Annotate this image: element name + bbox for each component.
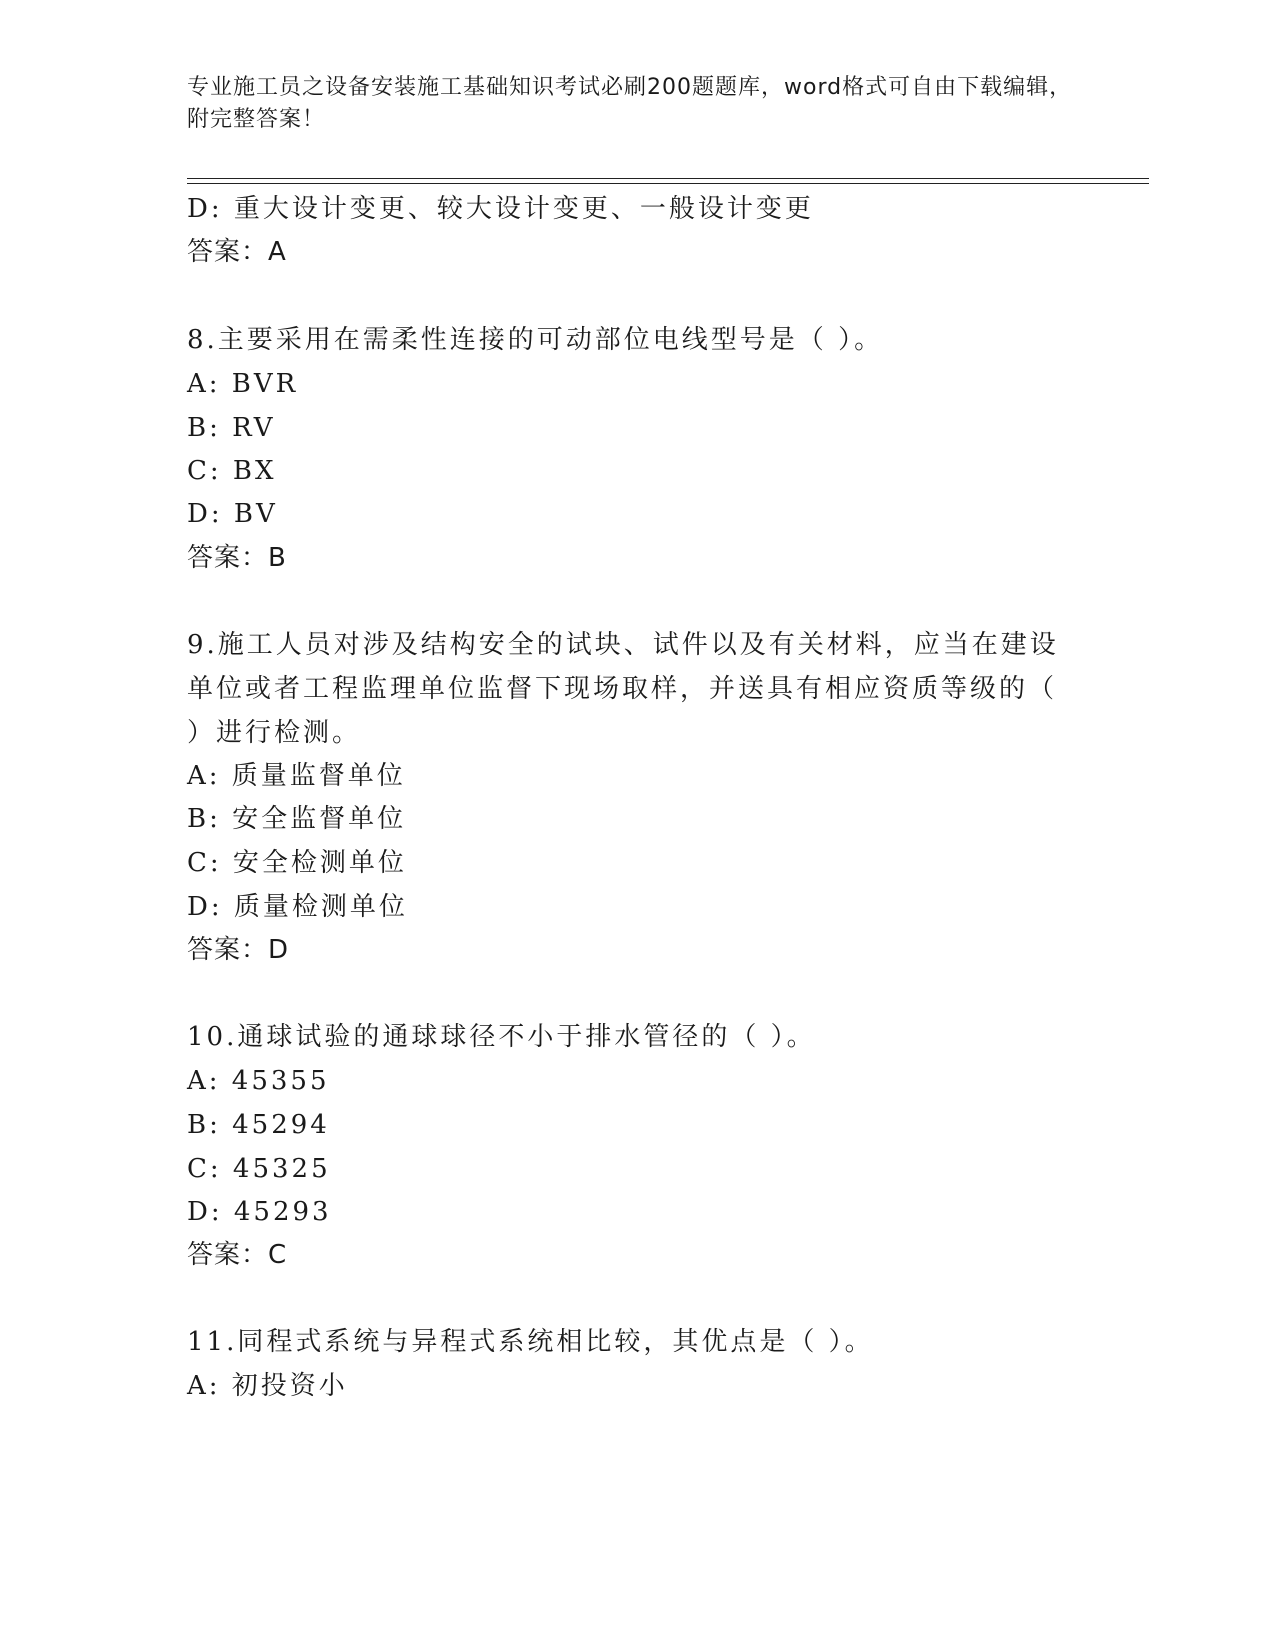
- q9-option-a: A: 质量监督单位: [187, 761, 406, 791]
- q8-option-c: C: BX: [187, 456, 277, 486]
- q10-option-c: C: 45325: [187, 1154, 331, 1184]
- q11-option-a: A: 初投资小: [187, 1371, 348, 1401]
- q9-question-line1: 9.施工人员对涉及结构安全的试块、试件以及有关材料，应当在建设: [187, 630, 1059, 660]
- q9-question-line2: 单位或者工程监理单位监督下现场取样，并送具有相应资质等级的（: [187, 674, 1058, 704]
- q10-question: 10.通球试验的通球球径不小于排水管径的（ ）。: [187, 1022, 816, 1052]
- q9-option-b: B: 安全监督单位: [187, 804, 407, 834]
- q10-option-b: B: 45294: [187, 1110, 330, 1140]
- q7-answer: 答案：A: [187, 237, 287, 267]
- q11-question: 11.同程式系统与异程式系统相比较，其优点是（ ）。: [187, 1327, 874, 1357]
- q9-option-d: D: 质量检测单位: [187, 892, 408, 922]
- header-divider-top: [187, 178, 1149, 179]
- header-divider-bottom: [187, 183, 1149, 184]
- q7-option-d: D: 重大设计变更、较大设计变更、一般设计变更: [187, 194, 814, 224]
- q10-answer: 答案：C: [187, 1240, 288, 1270]
- q9-option-c: C: 安全检测单位: [187, 848, 407, 878]
- q8-question: 8.主要采用在需柔性连接的可动部位电线型号是（ ）。: [187, 325, 884, 355]
- q8-option-d: D: BV: [187, 499, 278, 529]
- q8-option-b: B: RV: [187, 413, 276, 443]
- q9-question-line3: ）进行检测。: [187, 718, 362, 748]
- q8-option-a: A: BVR: [187, 369, 299, 399]
- q10-option-a: A: 45355: [187, 1066, 330, 1096]
- document-header: 专业施工员之设备安装施工基础知识考试必刷200题题库，word格式可自由下载编辑，附完整答案！: [187, 75, 1073, 132]
- q9-answer: 答案：D: [187, 935, 290, 965]
- q10-option-d: D: 45293: [187, 1197, 332, 1227]
- q8-answer: 答案：B: [187, 543, 287, 573]
